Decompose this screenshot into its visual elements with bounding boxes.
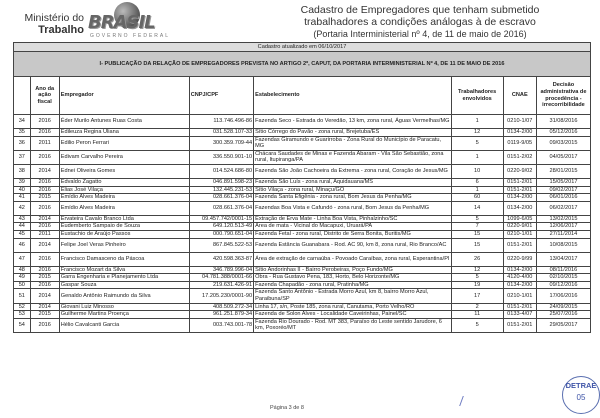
cell-cnpj: 300.359.709-44 [189, 136, 253, 150]
cell-cnae: 0210-1/07 [503, 115, 536, 129]
cell-workers: 15 [451, 230, 503, 238]
col-year: Ano da ação fiscal [30, 77, 59, 115]
section-title: I- PUBLICAÇÃO DA RELAÇÃO DE EMPREGADORES PREVISTA NO ARTIGO 2º, CAPUT, DA PORTARIA INTERMINISTERIAL Nº 4, DE 11 DE MAIO DE 2016 [14, 52, 591, 77]
cell-workers: 1 [451, 186, 503, 194]
signature-mark [459, 396, 472, 406]
table-row [14, 194, 591, 202]
cell-workers: 5 [451, 215, 503, 223]
cell-workers: 26 [451, 252, 503, 266]
col-workers: Trabalhadores envolvidos [451, 77, 503, 115]
cell-year: 2014 [30, 215, 59, 223]
cell-workers: 6 [451, 178, 503, 186]
col-cnpj: CNPJ/CPF [189, 77, 253, 115]
ministry-line2: Trabalho [38, 24, 84, 36]
cell-decision: 31/08/2016 [536, 115, 590, 129]
table-row [14, 238, 591, 252]
cell-workers: 15 [451, 238, 503, 252]
cell-establishment: Obra - Rua Gustavo Pena, 183, Horto, Belo Horizonte/MG [254, 274, 452, 282]
cell-establishment: Fazenda Chapadão - zona rural, Pratinha/MG [254, 281, 452, 289]
cell-cnae: 0220-9/99 [503, 252, 536, 266]
cell-establishment: Extração de Erva Mate - Linha Boa Vista, Pinhalzinho/SC [254, 215, 452, 223]
cell-employer: Felipe Joel Veras Pinheiro [59, 238, 189, 252]
table-row [14, 266, 591, 274]
cell-employer: Edileuza Regina Uliana [59, 129, 189, 137]
cell-decision: 25/07/2016 [536, 311, 590, 319]
cell-decision: 28/01/2015 [536, 164, 590, 178]
cell-decision: 12/06/2017 [536, 223, 590, 231]
cell-cnae: 0151-2/01 [503, 318, 536, 332]
cell-cnae: 0151-2/01 [503, 178, 536, 186]
stamp-text: DETRAE [565, 381, 597, 390]
cell-employer: Garra Engenharia e Planejamento Ltda [59, 274, 189, 282]
updated-date: Cadastro atualizado em 06/10/2017 [14, 43, 591, 52]
cell-cnae: 0133-4/07 [503, 311, 536, 319]
table-row [14, 150, 591, 164]
cell-employer: Guilherme Martins Proença [59, 311, 189, 319]
table-row [14, 289, 591, 303]
cell-cnpj: 09.457.742/0001-15 [189, 215, 253, 223]
cell-year: 2015 [30, 194, 59, 202]
cell-workers: 60 [451, 194, 503, 202]
cell-establishment: Área de extração de carnaúba - Povoado Caraíbas, zona rural, Esperantina/PI [254, 252, 452, 266]
cell-cnae: 0151-2/01 [503, 238, 536, 252]
logo-word: BRASIL [88, 12, 155, 33]
cell-year: 2014 [30, 303, 59, 311]
cell-decision: 09/03/2015 [536, 136, 590, 150]
col-establishment: Estabelecimento [254, 77, 452, 115]
cell-cnpj: 028.661.376-04 [189, 194, 253, 202]
cell-cnpj: 003.743.001-78 [189, 318, 253, 332]
cell-employer: Ednei Oliveira Gomes [59, 164, 189, 178]
cell-year: 2016 [30, 266, 59, 274]
cell-cnae: 0151-2/02 [503, 150, 536, 164]
cell-employer: Francisco Mozart da Silva [59, 266, 189, 274]
cell-year: 2015 [30, 311, 59, 319]
cell-year: 2014 [30, 238, 59, 252]
cell-employer: Genaldo Antônio Raimundo da Silva [59, 289, 189, 303]
detrae-stamp [562, 376, 600, 414]
cell-decision: 15/05/2017 [536, 178, 590, 186]
cell-cnae: 0151-2/01 [503, 303, 536, 311]
cell-cnpj: 014.524.686-80 [189, 164, 253, 178]
table-row [14, 274, 591, 282]
cell-decision: 04/05/2017 [536, 150, 590, 164]
cell-year: 2016 [30, 178, 59, 186]
cell-workers: 12 [451, 129, 503, 137]
cell-workers: 1 [451, 150, 503, 164]
cell-employer: Gaspar Souza [59, 281, 189, 289]
column-headers [14, 77, 591, 115]
page-number: Página 3 de 8 [270, 405, 304, 411]
ministry-line1: Ministério do [24, 12, 84, 24]
cell-cnpj: 000.790.651-04 [189, 230, 253, 238]
cell-employer: Elias José Vilaça [59, 186, 189, 194]
cell-workers: 1 [451, 115, 503, 129]
cell-establishment: Fazenda Rio Dourado - Rod. MT 383, Paraíso do Leste sentido Jarudore, 6 km, Poxoréo/MT [254, 318, 452, 332]
col-employer: Empregador [59, 77, 189, 115]
cell-workers: 10 [451, 164, 503, 178]
cell-establishment: Fazenda São João Cachoeira da Extrema - zona rural, Coração de Jesus/MG [254, 164, 452, 178]
cell-decision: 06/01/2016 [536, 194, 590, 202]
cell-decision: 13/02/2015 [536, 215, 590, 223]
cell-workers: 19 [451, 281, 503, 289]
cell-workers: 12 [451, 266, 503, 274]
cell-cnae: 0134-2/00 [503, 129, 536, 137]
cell-decision: 10/08/2015 [536, 238, 590, 252]
table-row [14, 115, 591, 129]
cell-year: 2015 [30, 274, 59, 282]
cell-establishment: Sítio Vilaça - zona rural, Minaçu/GO [254, 186, 452, 194]
table-row [14, 311, 591, 319]
cell-employer: Emídio Alves Madeira [59, 194, 189, 202]
cell-cnae: 0220-9/02 [503, 164, 536, 178]
cell-establishment: Chácara Saudades de Minas e Fazenda Abaram - Vila São Sebastião, zona rural, Itupiranga/PA [254, 150, 452, 164]
cell-num: 47 [14, 252, 31, 266]
cell-establishment: Fazenda Santa Efigênia - zona rural, Bom Jesus da Penha/MG [254, 194, 452, 202]
cell-employer: Edilio Peron Ferrari [59, 136, 189, 150]
cell-year: 2014 [30, 289, 59, 303]
cell-workers: 5 [451, 318, 503, 332]
table-row [14, 164, 591, 178]
cell-employer: Edvaldo Zagatto [59, 178, 189, 186]
cell-cnpj: 346.789.996-04 [189, 266, 253, 274]
title-line2: trabalhadores a condições análogas à de escravo [304, 16, 536, 28]
cell-employer: Eudemberto Sampaio de Souza [59, 223, 189, 231]
col-num [14, 77, 31, 115]
logo-subtext: GOVERNO FEDERAL [90, 33, 171, 39]
cell-num: 44 [14, 223, 31, 231]
cell-employer: Emídio Alves Madeira [59, 201, 189, 215]
cell-num: 53 [14, 311, 31, 319]
cell-employer: Giovani Luiz Minosso [59, 303, 189, 311]
cell-num: 38 [14, 164, 31, 178]
cell-year: 2016 [30, 186, 59, 194]
cell-year: 2016 [30, 201, 59, 215]
table-row [14, 129, 591, 137]
cell-establishment: Fazenda Seco - Estrada do Veredão, 13 km, zona rural, Águas Vermelhas/MG [254, 115, 452, 129]
cell-employer: Éder Murilo Antunes Ruas Costa [59, 115, 189, 129]
table-row [14, 281, 591, 289]
cell-cnpj: 336.550.901-10 [189, 150, 253, 164]
cell-workers: 2 [451, 303, 503, 311]
cell-employer: Francisco Damasceno da Páscoa [59, 252, 189, 266]
table-row [14, 201, 591, 215]
cell-decision: 27/11/2014 [536, 230, 590, 238]
cell-num: 40 [14, 186, 31, 194]
cell-cnae: 0119-9/05 [503, 136, 536, 150]
cell-establishment: Fazendas Giramundo e Guarirroba - Zona Rural do Município de Paracatu, MG [254, 136, 452, 150]
cell-establishment: Fazenda Fetal - zona rural, Distrito de Serra Bonita, Buritis/MG [254, 230, 452, 238]
cell-num: 37 [14, 150, 31, 164]
cell-workers: 11 [451, 311, 503, 319]
cell-decision: 13/04/2017 [536, 252, 590, 266]
cell-num: 46 [14, 238, 31, 252]
cell-cnae: 0134-2/00 [503, 194, 536, 202]
ministry-name [22, 12, 84, 36]
cell-workers: 5 [451, 274, 503, 282]
cell-num: 48 [14, 266, 31, 274]
cell-cnae: 0210-1/01 [503, 289, 536, 303]
cell-num: 34 [14, 115, 31, 129]
cell-year: 2016 [30, 223, 59, 231]
cell-establishment: Área de mata - Vicinal do Macapuxi, Uruará/PA [254, 223, 452, 231]
cell-decision: 24/09/2015 [536, 303, 590, 311]
title-line3: (Portaria Interministerial nº 4, de 11 de maio de 2016) [313, 29, 527, 39]
cell-employer: Eustachio de Araújo Passos [59, 230, 189, 238]
cell-year: 2016 [30, 150, 59, 164]
cell-establishment: Linha 17, s/n, Poste 185, zona rural, Canutama, Porto Velho/RO [254, 303, 452, 311]
cell-year: 2011 [30, 136, 59, 150]
table-row [14, 318, 591, 332]
cell-year: 2016 [30, 281, 59, 289]
cell-establishment: Sítio Córrego do Pavão - zona rural, Brejetuba/ES [254, 129, 452, 137]
cell-cnae: 0151-2/01 [503, 186, 536, 194]
table-row [14, 215, 591, 223]
cell-decision: 06/02/2017 [536, 201, 590, 215]
table-row [14, 303, 591, 311]
cell-establishment: Fazenda São Luís - zona rural, Aquidauana/MS [254, 178, 452, 186]
stamp-number: 05 [576, 393, 586, 402]
cell-cnpj: 031.528.107-33 [189, 129, 253, 137]
cell-decision: 08/11/2016 [536, 266, 590, 274]
table-row [14, 230, 591, 238]
cell-establishment: Fazenda Estância Guanabara - Rod. AC 90, km 8, zona rural, Rio Branco/AC [254, 238, 452, 252]
document-header [0, 0, 600, 42]
table-row [14, 252, 591, 266]
cell-cnpj: 420.598.363-87 [189, 252, 253, 266]
cell-num: 39 [14, 178, 31, 186]
cell-cnae: 0134-2/00 [503, 201, 536, 215]
cell-cnpj: 04.781.388/0001-66 [189, 274, 253, 282]
cell-cnpj: 046.891.598-23 [189, 178, 253, 186]
cell-cnae: 1099-6/05 [503, 215, 536, 223]
cell-cnae: 0210-1/01 [503, 230, 536, 238]
cell-year: 2016 [30, 115, 59, 129]
cell-cnpj: 408.509.272-34 [189, 303, 253, 311]
document-title [270, 4, 570, 40]
cell-num: 36 [14, 136, 31, 150]
col-decision: Decisão administrativa de procedência - irrecorribilidade [536, 77, 590, 115]
table-row [14, 223, 591, 231]
cell-num: 45 [14, 230, 31, 238]
cell-decision: 29/05/2017 [536, 318, 590, 332]
cell-num: 50 [14, 281, 31, 289]
col-cnae: CNAE [503, 77, 536, 115]
cell-num: 52 [14, 303, 31, 311]
cell-num: 54 [14, 318, 31, 332]
cell-establishment: Fazendas Boa Vista e Cafundó - zona rural, Bom Jesus da Penha/MG [254, 201, 452, 215]
cell-decision: 09/12/2016 [536, 281, 590, 289]
cell-employer: Hélio Cavalcanti Garcia [59, 318, 189, 332]
cell-cnae: 4120-4/00 [503, 274, 536, 282]
cell-workers: 7 [451, 223, 503, 231]
cell-num: 42 [14, 201, 31, 215]
table-row [14, 178, 591, 186]
cell-establishment: Fazenda de Solon Alves - Localidade Caveirinhas, Painel/SC [254, 311, 452, 319]
cell-num: 43 [14, 215, 31, 223]
cell-decision: 09/02/2017 [536, 186, 590, 194]
cell-cnpj: 17.205.230/0001-90 [189, 289, 253, 303]
cell-employer: Edivam Carvalho Pereira [59, 150, 189, 164]
cell-num: 51 [14, 289, 31, 303]
cell-decision: 17/06/2016 [536, 289, 590, 303]
cell-year: 2016 [30, 129, 59, 137]
cell-year: 2014 [30, 164, 59, 178]
cell-employer: Ervateira Cavalo Branco Ltda [59, 215, 189, 223]
cell-num: 41 [14, 194, 31, 202]
cell-year: 2016 [30, 252, 59, 266]
cell-cnpj: 867.845.522-53 [189, 238, 253, 252]
cell-workers: 17 [451, 289, 503, 303]
cell-cnpj: 219.631.426-91 [189, 281, 253, 289]
table-row [14, 136, 591, 150]
cell-year: 2011 [30, 230, 59, 238]
cell-cnae: 0134-2/00 [503, 266, 536, 274]
cell-workers: 14 [451, 201, 503, 215]
cell-cnpj: 961.251.879-34 [189, 311, 253, 319]
cell-cnpj: 132.445.231-53 [189, 186, 253, 194]
cell-workers: 5 [451, 136, 503, 150]
cell-decision: 05/12/2016 [536, 129, 590, 137]
cell-cnae: 0220-9/01 [503, 223, 536, 231]
cell-decision: 02/10/2015 [536, 274, 590, 282]
cell-num: 35 [14, 129, 31, 137]
cell-num: 49 [14, 274, 31, 282]
cell-cnpj: 028.661.376-04 [189, 201, 253, 215]
cell-year: 2016 [30, 318, 59, 332]
cell-establishment: Sítio Andorinhas II - Bairro Perobeiras, Poço Fundo/MG [254, 266, 452, 274]
cell-establishment: Fazenda Santo Antônio - Estrada Morro Azul, km 8, bairro Morro Azul, Paraibuna/SP [254, 289, 452, 303]
brasil-logo [86, 2, 186, 42]
title-line1: Cadastro de Empregadores que tenham submetido [300, 4, 540, 16]
table-row [14, 186, 591, 194]
cell-cnpj: 113.746.496-86 [189, 115, 253, 129]
cell-cnae: 0134-2/00 [503, 281, 536, 289]
cell-cnpj: 649.120.513-49 [189, 223, 253, 231]
employers-table [13, 42, 591, 333]
